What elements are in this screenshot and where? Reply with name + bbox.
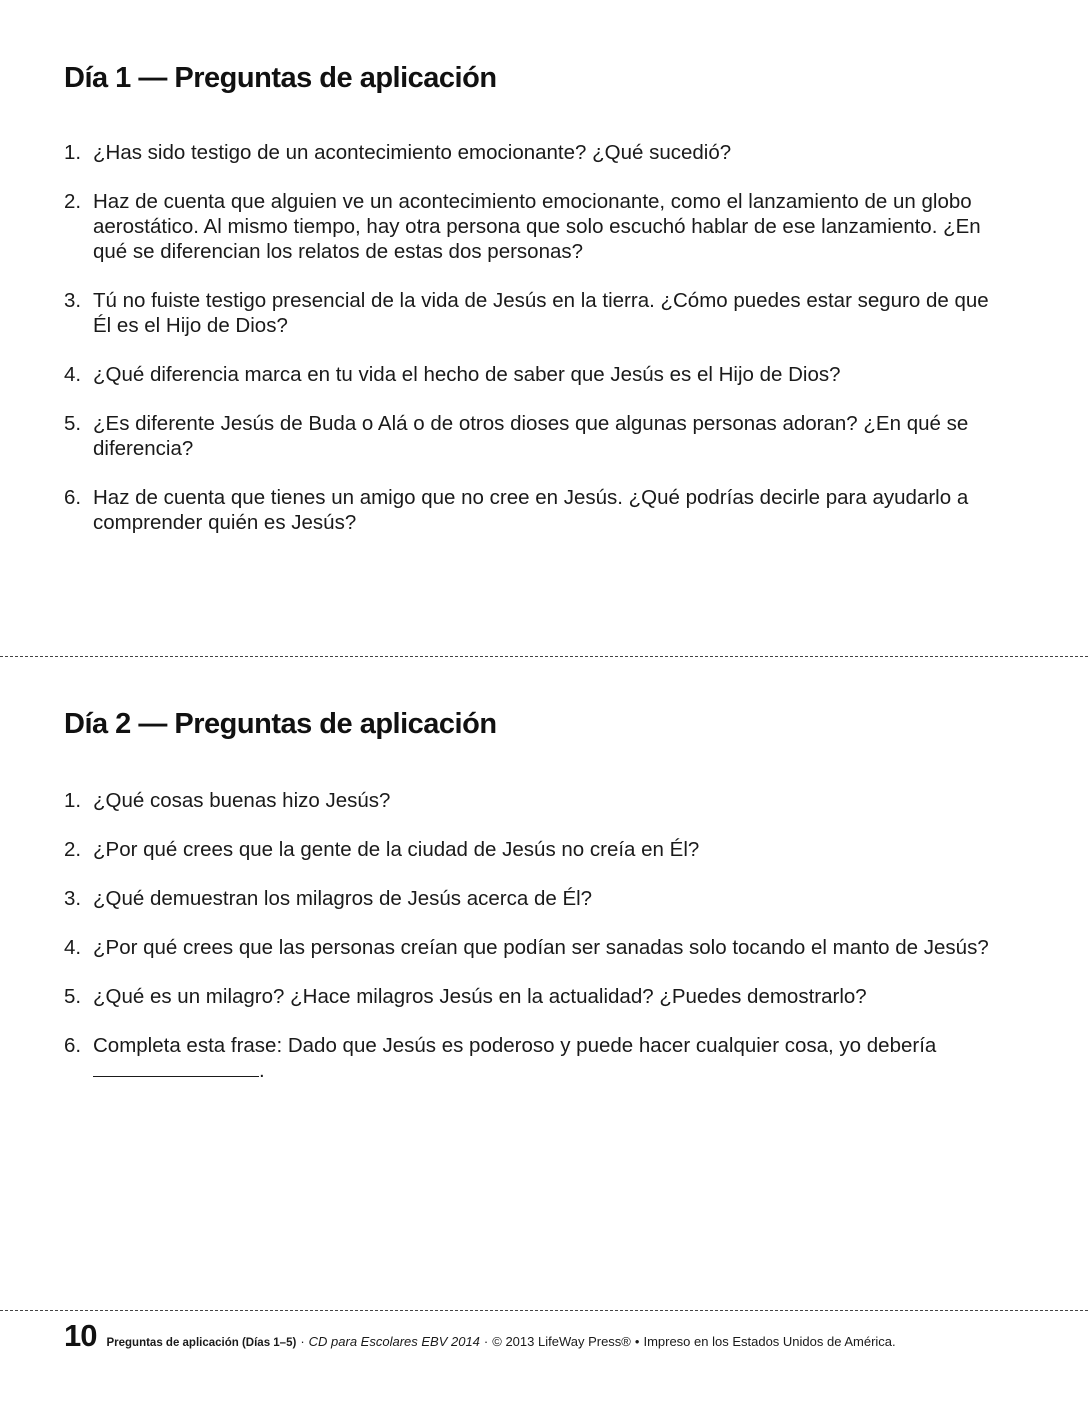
question-text: ¿Qué demuestran los milagros de Jesús acerca de Él? bbox=[93, 887, 593, 910]
day1-section bbox=[64, 60, 1024, 535]
question-text: Haz de cuenta que tienes un amigo que no cree en Jesús. ¿Qué podrías decirle para ayudarlo a comprender quién es Jesús? bbox=[93, 486, 969, 534]
question-text: ¿Por qué crees que las personas creían que podían ser sanadas solo tocando el manto de Jesús? bbox=[93, 936, 989, 959]
question-item bbox=[64, 788, 1024, 813]
question-item bbox=[64, 1033, 983, 1083]
day1-title: Día 1 — Preguntas de aplicación bbox=[64, 62, 497, 94]
question-number: 4. bbox=[64, 936, 82, 959]
question-number: 4. bbox=[64, 363, 82, 386]
question-number: 6. bbox=[64, 486, 82, 509]
sentence-prompt: Completa esta frase: Dado que Jesús es poderoso y puede hacer cualquier cosa, yo debería bbox=[93, 1034, 937, 1057]
question-number: 2. bbox=[64, 190, 82, 213]
question-item bbox=[64, 485, 993, 535]
footer-divider bbox=[0, 1310, 1088, 1311]
question-number: 5. bbox=[64, 985, 82, 1008]
question-text: ¿Qué diferencia marca en tu vida el hecho de saber que Jesús es el Hijo de Dios? bbox=[93, 363, 841, 386]
question-item bbox=[64, 288, 1003, 338]
question-item bbox=[64, 984, 1024, 1009]
footer-separator: • bbox=[634, 1334, 640, 1349]
day2-question-list bbox=[64, 788, 1024, 1083]
page-number: 10 bbox=[64, 1318, 97, 1353]
question-text: ¿Qué es un milagro? ¿Hace milagros Jesús en la actualidad? ¿Puedes demostrarlo? bbox=[93, 985, 867, 1008]
footer-product: CD para Escolares EBV 2014 bbox=[308, 1334, 480, 1349]
question-text: ¿Por qué crees que la gente de la ciudad de Jesús no creía en Él? bbox=[93, 838, 700, 861]
footer-printed: Impreso en los Estados Unidos de América. bbox=[643, 1334, 896, 1349]
question-text: Tú no fuiste testigo presencial de la vida de Jesús en la tierra. ¿Cómo puedes estar seguro de que Él es el Hijo de Dios? bbox=[93, 289, 989, 337]
day2-section bbox=[64, 706, 1024, 1083]
day2-title: Día 2 — Preguntas de aplicación bbox=[64, 708, 497, 740]
question-text bbox=[93, 1033, 983, 1083]
question-text: Haz de cuenta que alguien ve un acontecimiento emocionante, como el lanzamiento de un globo aerostático. Al mismo tiempo, hay otra persona que solo escuchó hablar de ese lanzamiento. ¿En qué se diferencian los relatos de estas dos personas? bbox=[93, 190, 981, 263]
question-text: ¿Has sido testigo de un acontecimiento emocionante? ¿Qué sucedió? bbox=[93, 141, 732, 164]
question-number: 3. bbox=[64, 289, 82, 312]
day1-question-list bbox=[64, 140, 1024, 535]
footer-separator: · bbox=[300, 1334, 305, 1349]
question-number: 6. bbox=[64, 1034, 82, 1057]
question-item bbox=[64, 935, 1023, 960]
question-number: 1. bbox=[64, 789, 82, 812]
question-item bbox=[64, 189, 1013, 264]
footer-copyright: © 2013 LifeWay Press® bbox=[492, 1334, 631, 1349]
question-number: 1. bbox=[64, 141, 82, 164]
question-number: 5. bbox=[64, 412, 82, 435]
footer-series: Preguntas de aplicación (Días 1–5) bbox=[106, 1337, 297, 1349]
question-number: 3. bbox=[64, 887, 82, 910]
question-item bbox=[64, 140, 1024, 165]
question-text: ¿Es diferente Jesús de Buda o Alá o de otros dioses que algunas personas adoran? ¿En qué se diferencia? bbox=[93, 412, 969, 460]
question-item bbox=[64, 886, 1024, 911]
question-item bbox=[64, 837, 1024, 862]
section-divider bbox=[0, 656, 1088, 657]
question-item bbox=[64, 411, 988, 461]
footer-separator: · bbox=[483, 1334, 489, 1349]
question-text: ¿Qué cosas buenas hizo Jesús? bbox=[93, 789, 391, 812]
answer-blank-line bbox=[93, 1058, 259, 1077]
sentence-end: . bbox=[259, 1059, 265, 1082]
question-item bbox=[64, 362, 1024, 387]
question-number: 2. bbox=[64, 838, 82, 861]
page-footer bbox=[64, 1318, 1054, 1352]
